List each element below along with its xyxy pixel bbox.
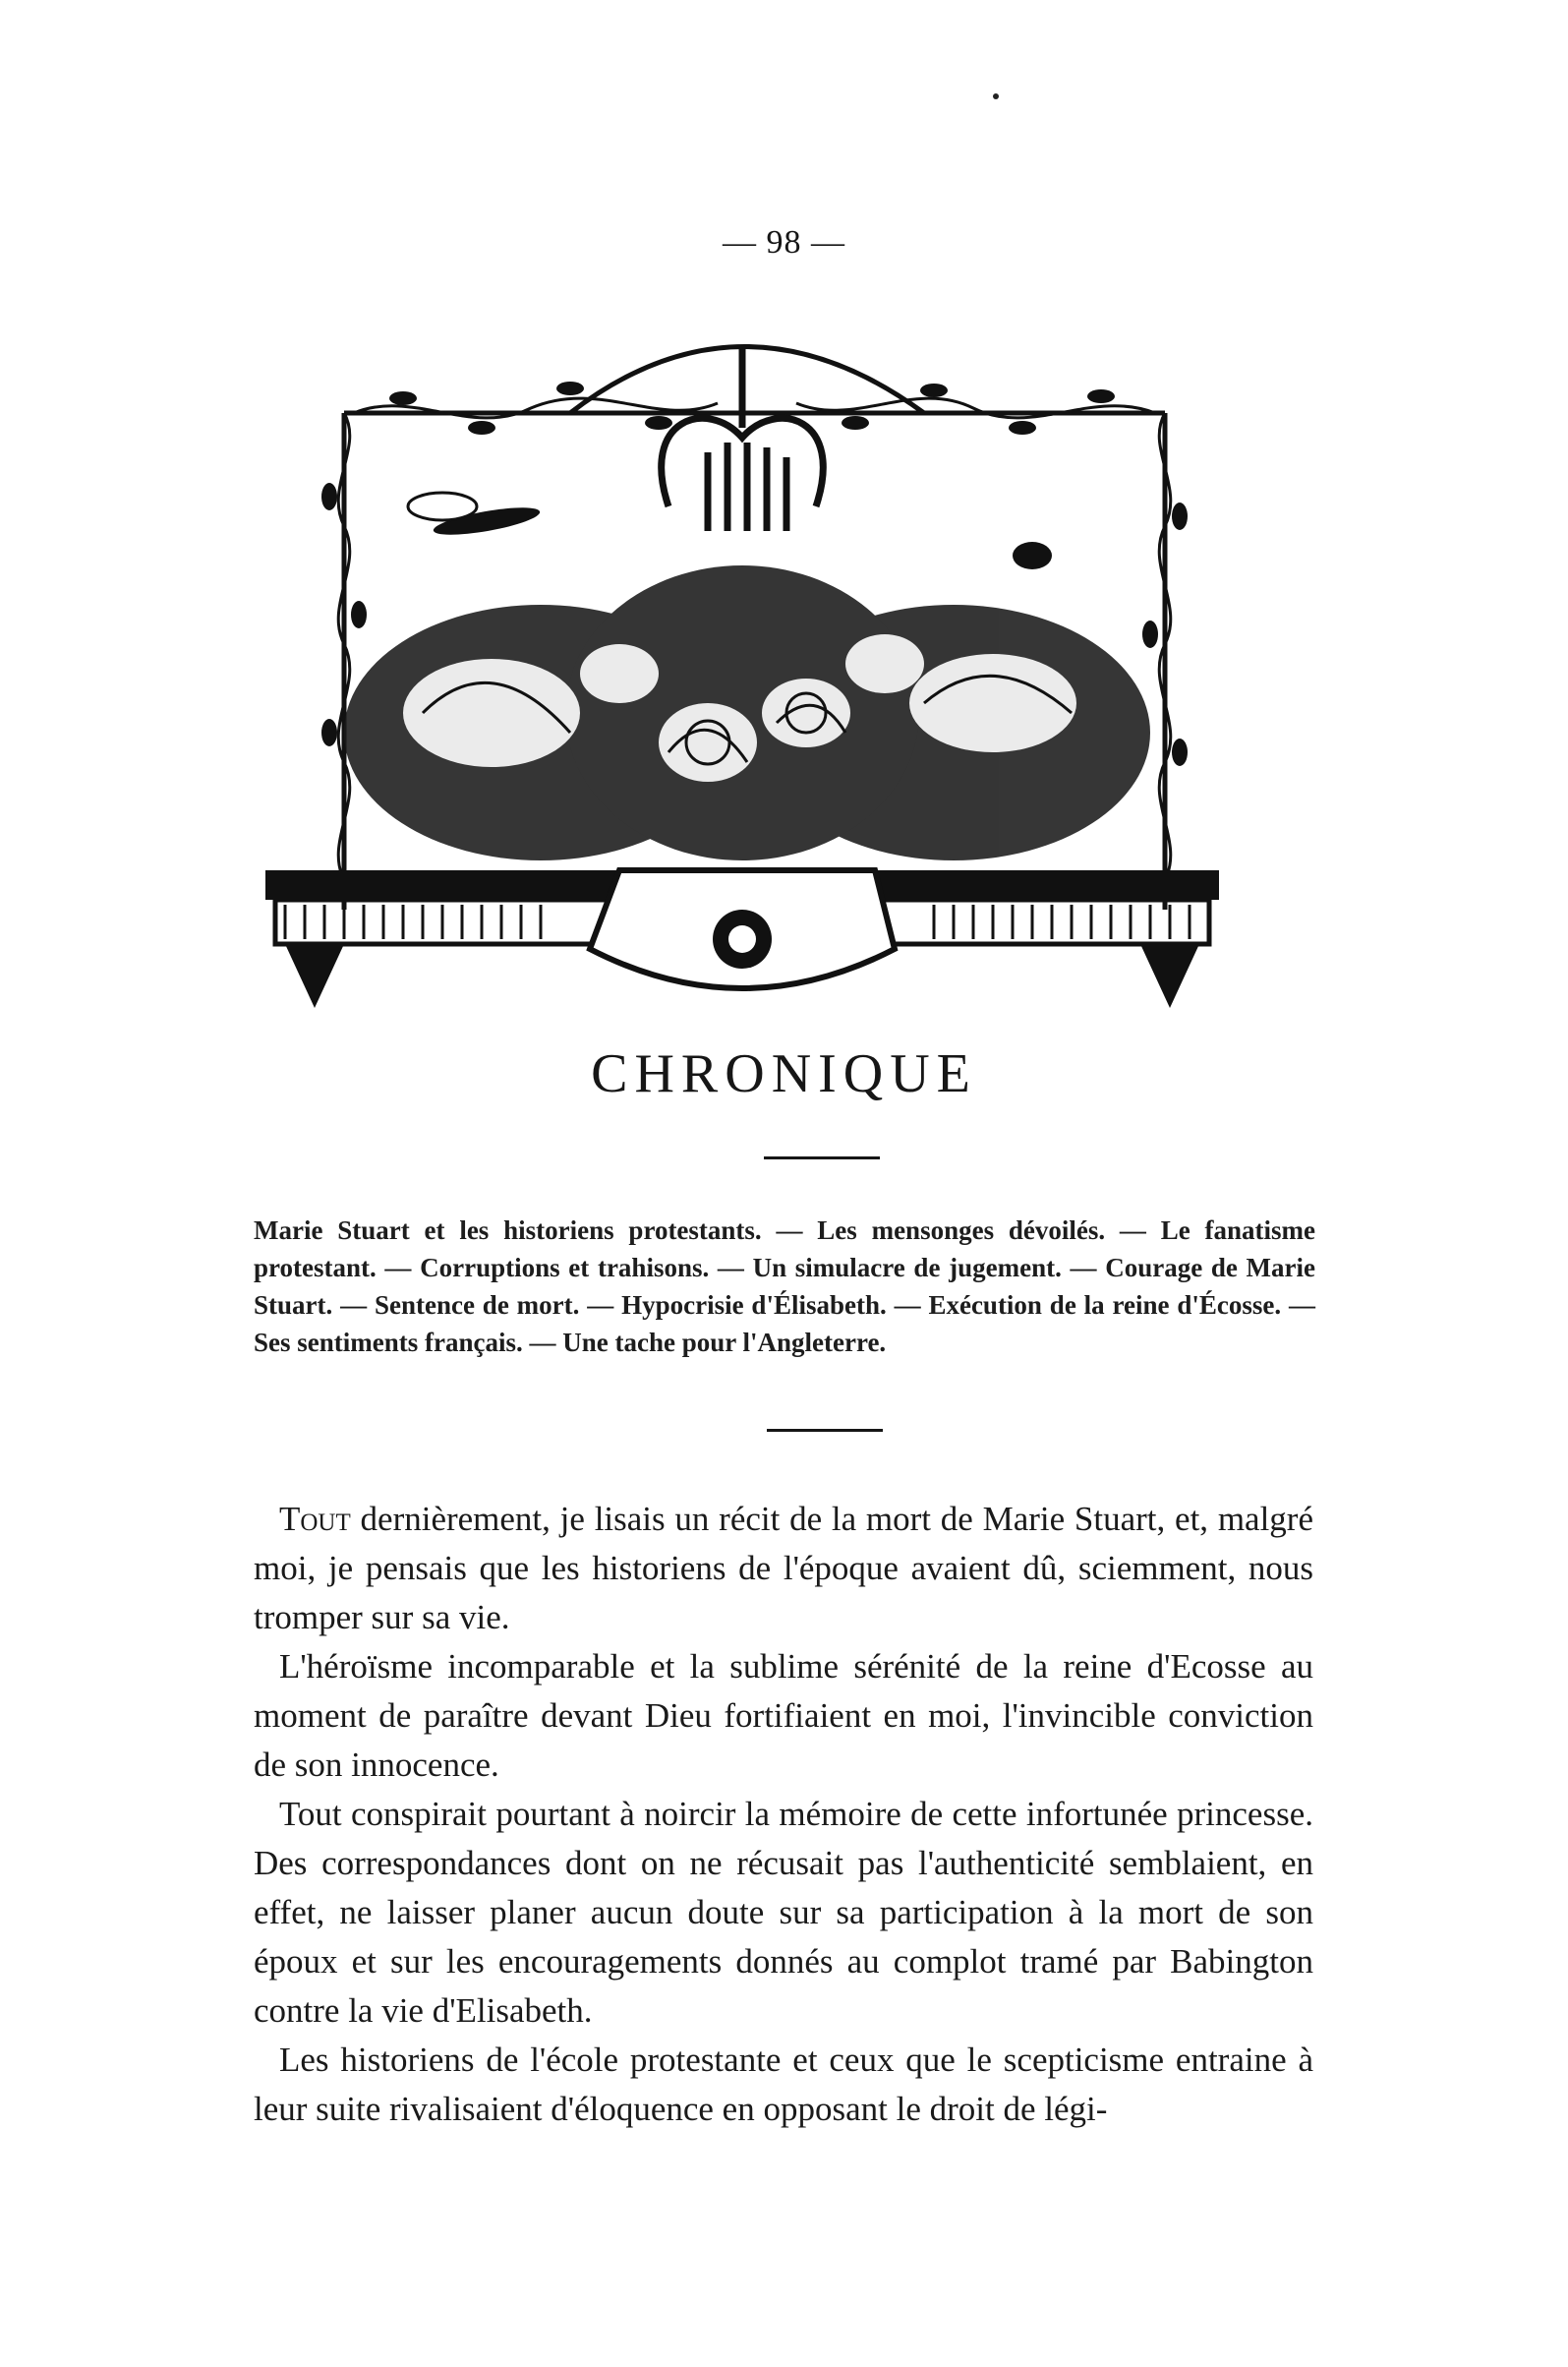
paragraph-1-text: dernièrement, je lisais un récit de la mort de Marie Stuart, et, malgré moi, je pensais que les historiens de l'époque avaient dû, sciemment, nous tromper sur sa vie. — [254, 1500, 1313, 1636]
title-divider — [764, 1156, 880, 1159]
body-text — [254, 1495, 1313, 2134]
ink-speck — [993, 93, 999, 99]
paragraph-3: Tout conspirait pourtant à noircir la mémoire de cette infortunée princesse. Des correspondances dont on ne récusait pas l'authenticité semblaient, en effet, ne laisser planer aucun doute sur sa participation à la mort de son époux et sur les encouragements donnés au complot tramé par Babington contre la vie d'Elisabeth. — [254, 1795, 1313, 2030]
paragraph-1-lead: Tout — [279, 1500, 351, 1538]
summary-divider — [767, 1429, 883, 1432]
page-number: — 98 — — [723, 224, 845, 261]
chapter-summary: Marie Stuart et les historiens protestants. — Les mensonges dévoilés. — Le fanatisme protestant. — Corruptions et trahisons. — Un simulacre de jugement. — Courage de Marie Stuart. — Sentence de mort. — Hypocrisie d'Élisabeth. — Exécution de la reine d'Écosse. — Ses sentiments français. — Une tache pour l'Angleterre. — [254, 1215, 1315, 1357]
paragraph-4: Les historiens de l'école protestante et ceux que le scepticisme entraine à leur suite rivalisaient d'éloquence en opposant le droit de légi- — [254, 2041, 1313, 2128]
chapter-title: CHRONIQUE — [591, 1043, 977, 1104]
paragraph-1 — [254, 1495, 1313, 1642]
ornamental-vignette — [246, 320, 1239, 1037]
paragraph-2: L'héroïsme incomparable et la sublime sérénité de la reine d'Ecosse au moment de paraître devant Dieu fortifiaient en moi, l'invincible conviction de son innocence. — [254, 1647, 1313, 1784]
